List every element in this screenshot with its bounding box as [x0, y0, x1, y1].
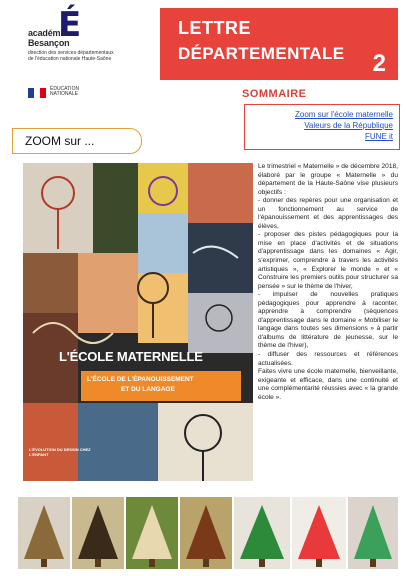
tree-photo-2 [72, 497, 124, 569]
article-paragraph: - donner des repères pour une organisation et un fonctionnement au service de l'épanouissement et des apprentissages des élèves, [258, 197, 398, 230]
banner-title-line1: LETTRE [178, 18, 251, 38]
photo-strip [18, 497, 398, 569]
tree-photo-6 [292, 497, 346, 569]
tree-photo-7 [348, 497, 398, 569]
cover-subtitle-line2: ET DU LANGAGE [121, 386, 175, 393]
banner-title-line2: DÉPARTEMENTALE [178, 44, 345, 63]
tree-photo-5 [234, 497, 290, 569]
newsletter-banner [160, 8, 398, 80]
cover-subtitle-line1: L'ÉCOLE DE L'ÉPANOUISSEMENT [87, 376, 194, 383]
academie-line2: Besançon [28, 38, 70, 48]
christmas-tree-icon [126, 497, 178, 569]
ministere-line1: ÉDUCATION [50, 86, 80, 92]
sommaire-link-ecole-maternelle[interactable]: Zoom sur l'école maternelle [294, 110, 393, 119]
ministere-label [50, 87, 79, 97]
christmas-tree-icon [72, 497, 124, 569]
cover-image [23, 163, 253, 481]
article-text [258, 163, 398, 402]
article-paragraph: - proposer des pistes pédagogiques pour la mise en place d'activités et de situations d'apprentissage dans les domaines « Agir, s'exprimer, comprendre à travers les activités artistiques », « Explorer le monde » et « Construire les premiers outils pour structurer sa pensée » sur le thème de l'hiver, [258, 231, 398, 290]
christmas-tree-icon [18, 497, 70, 569]
zoom-section-tab [12, 128, 142, 154]
sommaire-link-valeurs-republique[interactable]: Valeurs de la République [304, 121, 393, 130]
tree-photo-1 [18, 497, 70, 569]
zoom-label: ZOOM sur ... [25, 134, 95, 148]
academie-name [28, 28, 69, 48]
cover-title: L'ÉCOLE MATERNELLE [59, 349, 203, 364]
article-paragraph: - impulser de nouvelles pratiques pédagogiques pour apprendre à raconter, apprendre à comprendre (séquences d'apprentissage dans le domaine « Mobiliser le langage dans toutes ses dimensions » à partir d'albums de littérature de jeunesse, sur le thème de l'hiver), [258, 291, 398, 350]
article-paragraph: Le trimestriel « Maternelle » de décembre 2018, élaboré par le groupe « Maternelle » du département de la Haute-Saône vise plusieurs objectifs : [258, 163, 399, 196]
ministere-line2: NATIONALE [50, 91, 78, 97]
academie-logo [28, 5, 118, 108]
article-paragraph: Faites vivre une école maternelle, bienveillante, exigeante et efficace, dans une continuité et une complémentarité réussies avec « la grande école ». [258, 368, 398, 401]
academie-e-icon: É [58, 5, 82, 45]
sommaire-link-fune-it[interactable]: FUNE it [365, 132, 393, 141]
christmas-tree-icon [348, 497, 398, 569]
christmas-tree-icon [180, 497, 232, 569]
tree-photo-4 [180, 497, 232, 569]
christmas-tree-icon [234, 497, 290, 569]
drawing-doodles [23, 163, 253, 481]
cover-subtitle-band [81, 371, 241, 401]
dsden-text: direction des services départementaux de l'éducation nationale Haute-Saône [28, 50, 114, 62]
cover-footnote: L'ÉVOLUTION DU DESSIN CHEZ L'ENFANT [29, 447, 91, 457]
academie-line1: académie [28, 28, 68, 38]
sommaire-box [244, 104, 400, 150]
tree-photo-3 [126, 497, 178, 569]
republique-flag-icon [28, 88, 46, 98]
article-paragraph: - diffuser des ressources et références actualisées. [258, 351, 398, 367]
sommaire-heading: SOMMAIRE [242, 88, 307, 100]
issue-number: 2 [372, 50, 386, 77]
christmas-tree-icon [292, 497, 346, 569]
